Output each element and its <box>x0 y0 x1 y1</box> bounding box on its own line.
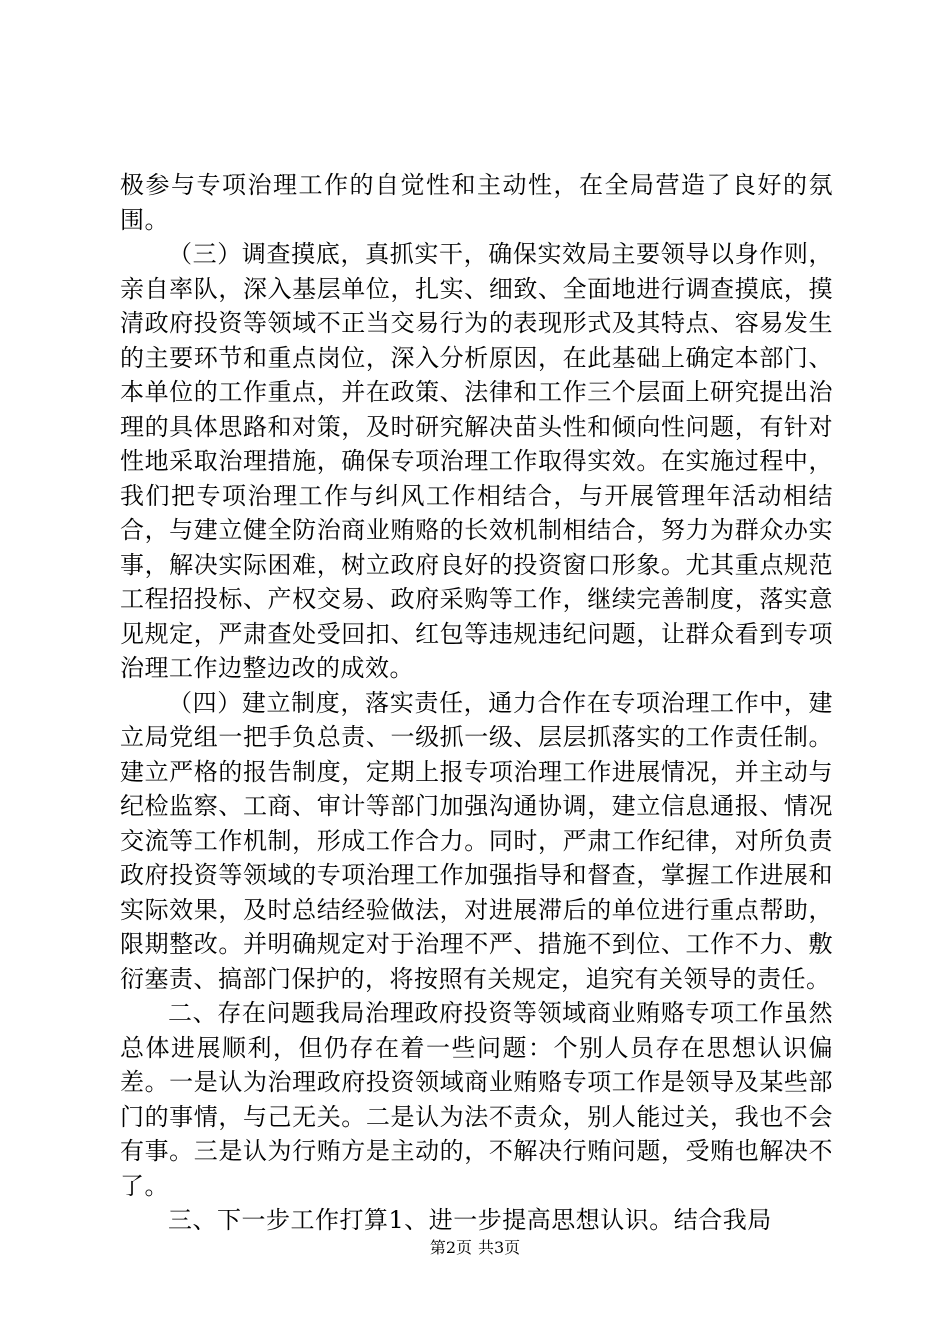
paragraph-section-four: （四）建立制度，落实责任，通力合作在专项治理工作中，建立局党组一把手负总责、一级抓一级、层层抓落实的工作责任制。建立严格的报告制度，定期上报专项治理工作进展情况，并主动与纪检监察、工商、审计等部门加强沟通协调，建立信息通报、情况交流等工作机制，形成工作合力。同时，严肃工作纪律，对所负责政府投资等领域的专项治理工作加强指导和督查，掌握工作进展和实际效果，及时总结经验做法，对进展滞后的单位进行重点帮助，限期整改。并明确规定对于治理不严、措施不到位、工作不力、敷衍塞责、搞部门保护的，将按照有关规定，追究有关领导的责任。 <box>120 688 833 993</box>
page-total: 共3页 <box>478 1238 521 1257</box>
paragraph-next-steps: 三、下一步工作打算1、进一步提高思想认识。结合我局 <box>168 1206 772 1234</box>
document-body <box>120 168 833 1238</box>
paragraph-section-three: （三）调查摸底，真抓实干，确保实效局主要领导以身作则，亲自率队，深入基层单位，扎实、细致、全面地进行调查摸底，摸清政府投资等领域不正当交易行为的表现形式及其特点、容易发生的主要环节和重点岗位，深入分析原因，在此基础上确定本部门、本单位的工作重点，并在政策、法律和工作三个层面上研究提出治理的具体思路和对策，及时研究解决苗头性和倾向性问题，有针对性地采取治理措施，确保专项治理工作取得实效。在实施过程中，我们把专项治理工作与纠风工作相结合，与开展管理年活动相结合，与建立健全防治商业贿赂的长效机制相结合，努力为群众办实事，解决实际困难，树立政府良好的投资窗口形象。尤其重点规范工程招投标、产权交易、政府采购等工作，继续完善制度，落实意见规定，严肃查处受回扣、红包等违规违纪问题，让群众看到专项治理工作边整边改的成效。 <box>120 240 833 682</box>
paragraph-problems: 二、存在问题我局治理政府投资等领域商业贿赂专项工作虽然总体进展顺利，但仍存在着一些问题：个别人员存在思想认识偏差。一是认为治理政府投资领域商业贿赂专项工作是领导及某些部门的事情，与己无关。二是认为法不责众，别人能过关，我也不会有事。三是认为行贿方是主动的，不解决行贿问题，受贿也解决不了。 <box>120 999 833 1200</box>
page-number: 第2页 <box>429 1238 472 1257</box>
paragraph-continuation: 极参与专项治理工作的自觉性和主动性，在全局营造了良好的氛围。 <box>120 171 833 234</box>
page-footer <box>0 1238 950 1258</box>
